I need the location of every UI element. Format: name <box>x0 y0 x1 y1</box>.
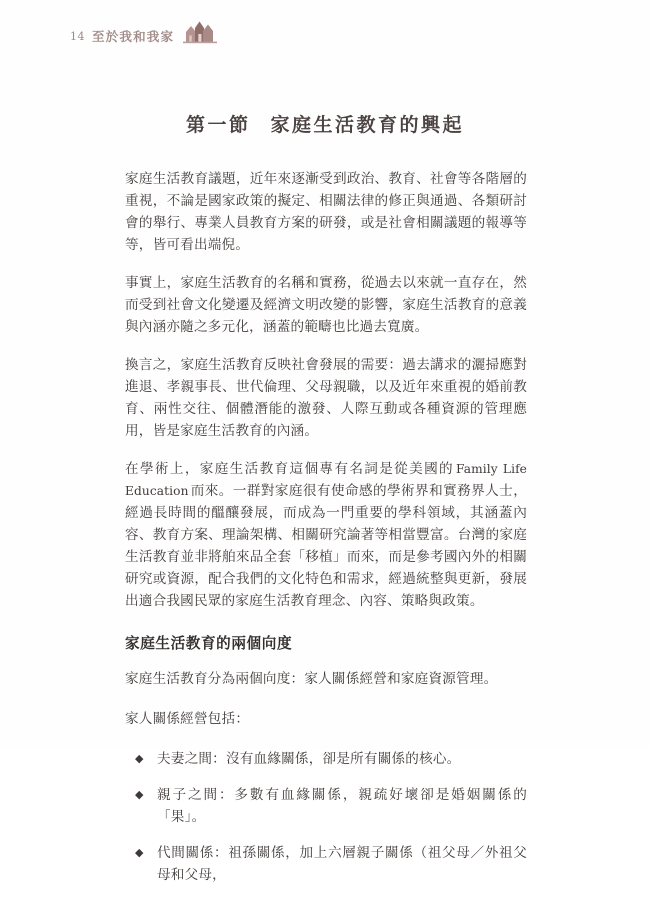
paragraph-3: 換言之，家庭生活教育反映社會發展的需要：過去講求的灑掃應對進退、孝親事長、世代倫理、父母親職，以及近年來重視的婚前教育、兩性交往、個體潛能的激發、人際互動或各種資源的管理應用，皆是家庭生活教育的內涵。 <box>125 357 527 439</box>
diamond-bullet-icon: ◆ <box>135 846 144 859</box>
list-item-text: 夫妻之間：沒有血緣關係，卻是所有關係的核心。 <box>157 751 461 767</box>
page-number: 14 <box>70 30 85 43</box>
list-item-text: 親子之間：多數有血緣關係，親疏好壞卻是婚姻關係的「果」。 <box>157 787 527 825</box>
section-title <box>0 110 650 137</box>
paragraph-2: 事實上，家庭生活教育的名稱和實務，從過去以來就一直存在，然而受到社會文化變遷及經濟文明改變的影響，家庭生活教育的意義與內涵亦隨之多元化，涵蓋的範疇也比過去寬廣。 <box>125 275 527 335</box>
list-item <box>135 748 527 770</box>
house-icon <box>183 20 217 44</box>
paragraph-4-before: 在學術上，家庭生活教育這個專有名詞是從美國的 <box>125 461 455 477</box>
section-title-text: 家庭生活教育的興起 <box>270 114 465 136</box>
english-term: Family Life Education <box>125 462 527 498</box>
list-intro: 家人關係經營包括： <box>125 711 250 727</box>
paragraph-4 <box>125 458 527 612</box>
bullet-list <box>125 748 527 886</box>
section-number: 第一節 <box>185 114 251 136</box>
diamond-bullet-icon: ◆ <box>135 752 144 765</box>
list-item <box>135 784 527 828</box>
diamond-bullet-icon: ◆ <box>135 788 144 801</box>
running-header <box>70 18 217 44</box>
running-header-title: 至於我和我家 <box>92 28 175 44</box>
lead-paragraph: 家庭生活教育分為兩個向度：家人關係經營和家庭資源管理。 <box>125 671 498 687</box>
paragraph-4-after: 而來。一群對家庭很有使命感的學術界和實務界人士，經過長時間的醞釀發展，而成為一門重要的學科領域，其涵蓋內容、教育方案、理論架構、相關研究論著等相當豐富。台灣的家庭生活教育並非將舶來品全套「移植」而來，而是參考國內外的相關研究或資源，配合我們的文化特色和需求，經過統整與更新，發展出適合我國民眾的家庭生活教育理念、內容、策略與政策。 <box>125 483 527 609</box>
body-column <box>125 168 527 900</box>
list-item-text: 代間關係：祖孫關係，加上六層親子關係（祖父母／外祖父母和父母， <box>157 845 527 883</box>
subheading: 家庭生活教育的兩個向度 <box>125 635 293 652</box>
paragraph-1: 家庭生活教育議題，近年來逐漸受到政治、教育、社會等各階層的重視，不論是國家政策的擬定、相關法律的修正與通過、各類研討會的舉行、專業人員教育方案的研發，或是社會相關議題的報導等等，皆可看出端倪。 <box>125 171 527 253</box>
list-item <box>135 842 527 886</box>
